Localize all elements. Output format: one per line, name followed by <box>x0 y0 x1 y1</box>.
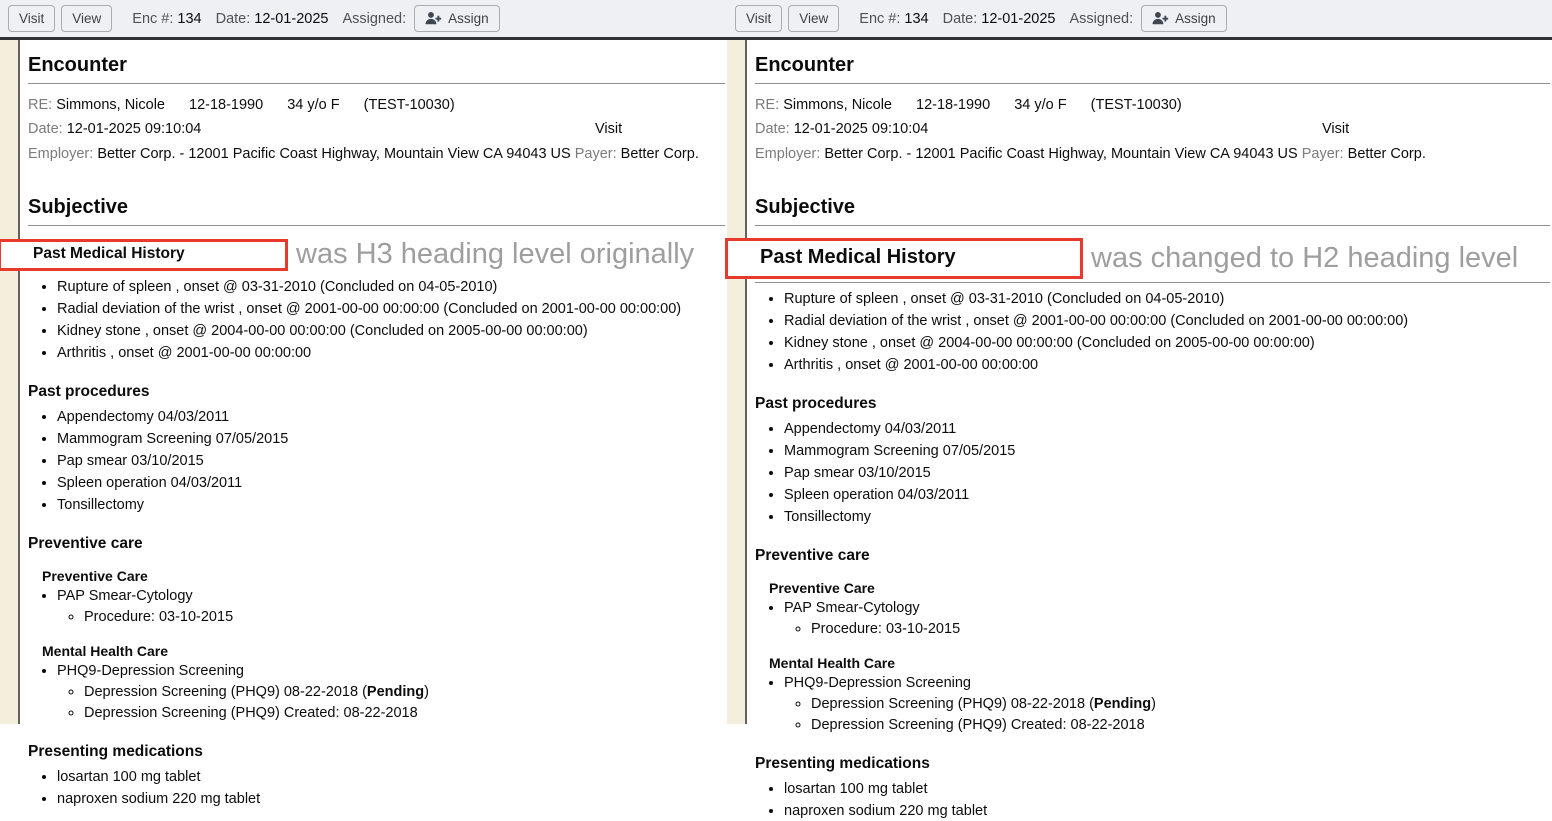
care-item <box>57 662 725 723</box>
assign-button[interactable] <box>414 5 500 33</box>
enc-date-label: Date: <box>942 10 978 27</box>
care-item-label: PAP Smear-Cytology <box>57 588 193 605</box>
enc-date-label: Date: <box>215 10 251 27</box>
date-value: 12-01-2025 09:10:04 <box>66 121 202 138</box>
encounter-title: Encounter <box>28 54 127 76</box>
care-subitem-text: ) <box>1151 695 1156 712</box>
encounter-title: Encounter <box>755 54 854 76</box>
assign-button-label: Assign <box>448 10 489 26</box>
care-item-label: PHQ9-Depression Screening <box>57 662 244 679</box>
view-button[interactable]: View <box>61 5 112 33</box>
status-pending: Pending <box>366 683 425 700</box>
procedure-item: • Tonsillectomy <box>784 508 1550 527</box>
care-list <box>28 662 725 723</box>
condition-list <box>755 290 1550 375</box>
care-subitem: ◦ Procedure: 03-10-2015 <box>84 608 725 627</box>
condition-item: • Radial deviation of the wrist , onset @ 2001-00-00 00:00:00 (Concluded on 2001-00-00 00:00:00) <box>784 312 1550 331</box>
toolbar <box>0 0 727 40</box>
procedure-item: • Spleen operation 04/03/2011 <box>784 486 1550 505</box>
employer-value: Better Corp. - 12001 Pacific Coast Highway, Mountain View CA 94043 US <box>824 145 1298 162</box>
re-label: RE: <box>755 97 780 113</box>
employer-line <box>755 142 1550 166</box>
care-item <box>784 674 1550 735</box>
condition-item: • Rupture of spleen , onset @ 03-31-2010 (Concluded on 04-05-2010) <box>57 278 725 297</box>
care-subitem: ◦ Depression Screening (PHQ9) Created: 08-22-2018 <box>84 704 725 723</box>
procedure-list <box>755 420 1550 527</box>
employer-value: Better Corp. - 12001 Pacific Coast Highway, Mountain View CA 94043 US <box>97 145 571 162</box>
care-subitem-text: Depression Screening (PHQ9) 08-22-2018 ( <box>84 683 367 700</box>
care-item <box>784 599 1550 639</box>
care-item <box>57 587 725 627</box>
enc-number-value: 134 <box>177 10 202 27</box>
pmh-highlight-box <box>725 238 1083 279</box>
care-list <box>755 599 1550 639</box>
procedure-item: • Pap smear 03/10/2015 <box>57 452 725 471</box>
assign-button[interactable] <box>1141 5 1227 33</box>
care-subitem-text: ) <box>424 683 429 700</box>
date-label: Date: <box>755 121 790 138</box>
enc-date-value: 12-01-2025 <box>254 10 329 27</box>
condition-item: • Kidney stone , onset @ 2004-00-00 00:00:00 (Concluded on 2005-00-00 00:00:00) <box>784 334 1550 353</box>
subjective-title: Subjective <box>28 196 129 219</box>
panel-left-h3-version <box>0 0 727 807</box>
care-subitem-list <box>57 608 725 627</box>
procedure-list <box>28 408 725 515</box>
section-rule <box>28 225 725 226</box>
enc-date-value: 12-01-2025 <box>981 10 1056 27</box>
enc-number-label: Enc #: <box>132 10 174 27</box>
pmh-heading-rule <box>755 282 1550 283</box>
patient-name: Simmons, Nicole <box>783 97 892 113</box>
payer-label: Payer: <box>574 145 617 162</box>
assign-button-label: Assign <box>1175 10 1216 26</box>
condition-list <box>28 278 725 363</box>
patient-age-sex: 34 y/o F <box>1014 97 1067 113</box>
preventive-care-heading: Preventive care <box>755 547 870 565</box>
past-procedures-heading: Past procedures <box>28 383 150 401</box>
pmh-heading: Past Medical History <box>760 246 956 269</box>
care-list <box>28 587 725 627</box>
enc-number-label: Enc #: <box>859 10 901 27</box>
procedure-item: • Spleen operation 04/03/2011 <box>57 474 725 493</box>
view-button[interactable]: View <box>788 5 839 33</box>
pmh-annotation: was H3 heading level originally <box>296 238 695 271</box>
pmh-row <box>755 238 1550 279</box>
medications-heading: Presenting medications <box>28 742 203 760</box>
panel-right-h2-version <box>727 0 1552 819</box>
pmh-heading: Past Medical History <box>33 244 185 262</box>
pmh-annotation: was changed to H2 heading level <box>1091 242 1519 275</box>
date-line <box>755 117 1550 141</box>
medication-item: • losartan 100 mg tablet <box>57 768 725 787</box>
medication-item: • losartan 100 mg tablet <box>784 780 1550 799</box>
pmh-highlight-box <box>0 239 288 271</box>
preventive-care-heading: Preventive care <box>28 535 143 553</box>
report-body <box>727 40 1552 819</box>
re-label: RE: <box>28 97 53 113</box>
left-gutter <box>727 40 747 724</box>
care-group-title: Preventive Care <box>42 568 148 585</box>
section-rule <box>755 225 1550 226</box>
visit-category-label: Visit <box>595 121 623 138</box>
visit-category-label: Visit <box>1322 121 1350 138</box>
section-rule <box>28 83 725 84</box>
care-subitem: ◦ Depression Screening (PHQ9) Created: 08-22-2018 <box>811 716 1550 735</box>
pmh-row <box>28 238 725 271</box>
condition-item: • Rupture of spleen , onset @ 03-31-2010 (Concluded on 04-05-2010) <box>784 290 1550 309</box>
patient-dob: 12-18-1990 <box>189 97 264 113</box>
employer-label: Employer: <box>755 145 821 162</box>
condition-item: • Arthritis , onset @ 2001-00-00 00:00:00 <box>57 344 725 363</box>
patient-name: Simmons, Nicole <box>56 97 165 113</box>
subjective-title: Subjective <box>755 196 856 219</box>
patient-id: (TEST-10030) <box>1090 97 1182 113</box>
care-group-title: Preventive Care <box>769 580 875 597</box>
medication-list <box>28 768 725 809</box>
procedure-item: • Mammogram Screening 07/05/2015 <box>57 430 725 449</box>
care-subitem-list <box>57 683 725 723</box>
report-body <box>0 40 727 807</box>
procedure-item: • Appendectomy 04/03/2011 <box>784 420 1550 439</box>
user-plus-icon <box>1152 11 1169 25</box>
employer-label: Employer: <box>28 145 94 162</box>
visit-button[interactable]: Visit <box>8 5 55 33</box>
assigned-label: Assigned: <box>342 10 407 27</box>
re-line <box>28 93 725 117</box>
section-rule <box>755 83 1550 84</box>
care-subitem-list <box>784 695 1550 735</box>
date-label: Date: <box>28 121 63 138</box>
payer-value: Better Corp. <box>1347 145 1426 162</box>
employer-line <box>28 142 725 166</box>
procedure-item: • Appendectomy 04/03/2011 <box>57 408 725 427</box>
procedure-item: • Mammogram Screening 07/05/2015 <box>784 442 1550 461</box>
enc-number-value: 134 <box>904 10 929 27</box>
past-procedures-heading: Past procedures <box>755 395 877 413</box>
left-gutter <box>0 40 20 724</box>
care-item-label: PHQ9-Depression Screening <box>784 674 971 691</box>
medication-item: • naproxen sodium 220 mg tablet <box>784 802 1550 821</box>
care-subitem <box>84 683 725 702</box>
status-pending: Pending <box>1093 695 1152 712</box>
medication-item: • naproxen sodium 220 mg tablet <box>57 790 725 809</box>
date-line <box>28 117 725 141</box>
care-group-title: Mental Health Care <box>42 642 169 659</box>
care-subitem: ◦ Procedure: 03-10-2015 <box>811 620 1550 639</box>
procedure-item: • Pap smear 03/10/2015 <box>784 464 1550 483</box>
patient-age-sex: 34 y/o F <box>287 97 340 113</box>
medication-list <box>755 780 1550 821</box>
care-subitem-text: Depression Screening (PHQ9) 08-22-2018 ( <box>811 695 1094 712</box>
care-subitem-list <box>784 620 1550 639</box>
visit-button[interactable]: Visit <box>735 5 782 33</box>
report-content <box>747 40 1552 819</box>
assigned-label: Assigned: <box>1069 10 1134 27</box>
patient-id: (TEST-10030) <box>363 97 455 113</box>
care-subitem <box>811 695 1550 714</box>
condition-item: • Arthritis , onset @ 2001-00-00 00:00:00 <box>784 356 1550 375</box>
care-group-title: Mental Health Care <box>769 654 896 671</box>
payer-value: Better Corp. <box>620 145 699 162</box>
medications-heading: Presenting medications <box>755 754 930 772</box>
payer-label: Payer: <box>1301 145 1344 162</box>
report-content <box>20 40 727 807</box>
toolbar <box>727 0 1552 40</box>
care-item-label: PAP Smear-Cytology <box>784 600 920 617</box>
procedure-item: • Tonsillectomy <box>57 496 725 515</box>
condition-item: • Kidney stone , onset @ 2004-00-00 00:00:00 (Concluded on 2005-00-00 00:00:00) <box>57 322 725 341</box>
condition-item: • Radial deviation of the wrist , onset @ 2001-00-00 00:00:00 (Concluded on 2001-00-00 00:00:00) <box>57 300 725 319</box>
re-line <box>755 93 1550 117</box>
date-value: 12-01-2025 09:10:04 <box>793 121 929 138</box>
user-plus-icon <box>425 11 442 25</box>
care-list <box>755 674 1550 735</box>
patient-dob: 12-18-1990 <box>916 97 991 113</box>
